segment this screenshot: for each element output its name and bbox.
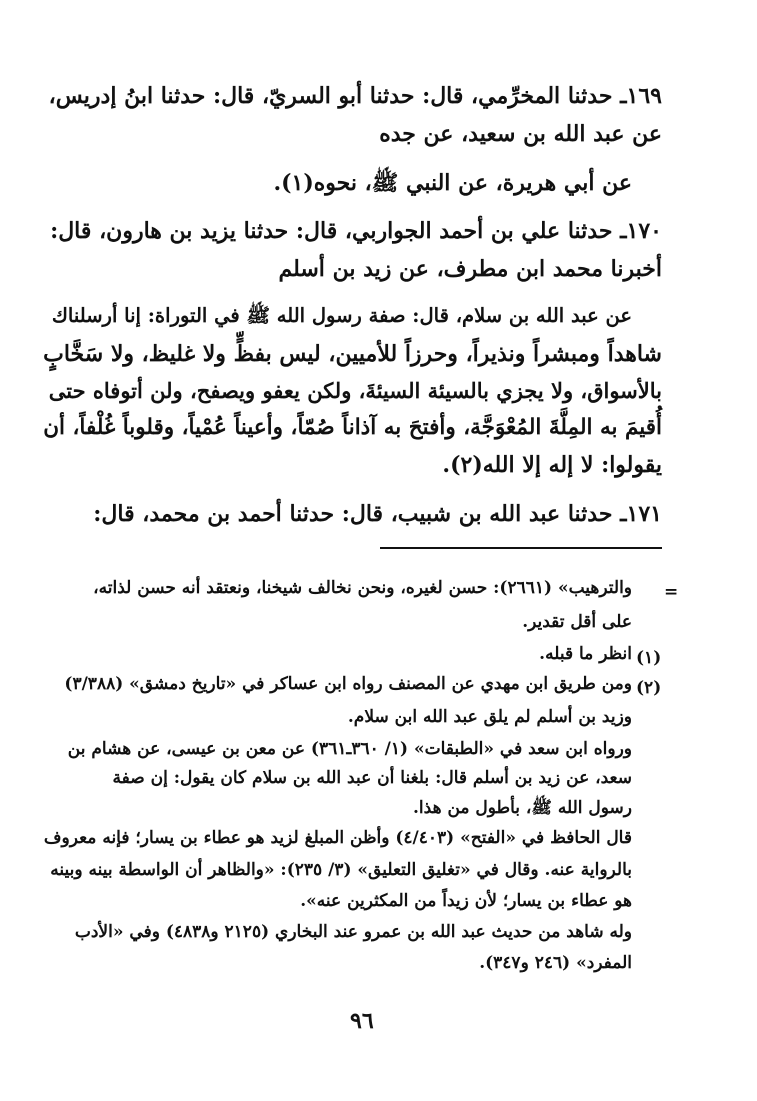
footnote-2-line-2: وزيد بن أسلم لم يلق عبد الله ابن سلام. xyxy=(347,707,632,727)
main-line-7: شاهداً ومبشراً ونذيراً، وحرزاً للأميين، ليس بفظٍّ ولا غليظ، ولا سَخَّابٍ xyxy=(43,341,662,367)
footnote-2-line-3: ورواه ابن سعد في «الطبقات» (١/ ٣٦٠ـ٣٦١) عن معن بن عيسى، عن هشام بن xyxy=(67,739,632,759)
footnote-continuation-line-2: على أقل تقدير. xyxy=(522,612,632,632)
footnote-1-marker: (١) xyxy=(636,648,662,668)
footnote-2-line-6: قال الحافظ في «الفتح» (٤/٤٠٣) وأظن المبلغ لزيد هو عطاء بن يسار؛ فإنه معروف xyxy=(43,828,632,848)
main-line-3: عن أبي هريرة، عن النبي ﷺ، نحوه(١). xyxy=(273,170,632,196)
footnote-continuation-line-1: والترهيب» (٢٦٦١): حسن لغيره، ونحن نخالف شيخنا، ونعتقد أنه حسن لذاته، xyxy=(93,578,632,598)
footnote-2-line-10: المفرد» (٢٤٦ و٣٤٧). xyxy=(479,953,632,973)
page-number: ٩٦ xyxy=(350,1008,374,1034)
footnote-2-line-5: رسول الله ﷺ، بأطول من هذا. xyxy=(413,798,632,818)
footnote-2-line-1: ومن طريق ابن مهدي عن المصنف رواه ابن عساكر في «تاريخ دمشق» (٣/٣٨٨) xyxy=(64,674,632,694)
footnote-2-line-9: وله شاهد من حديث عبد الله بن عمرو عند البخاري (٢١٢٥ و٤٨٣٨) وفي «الأدب xyxy=(74,922,632,942)
footnote-2-line-8: هو عطاء بن يسار؛ لأن زيداً من المكثرين عنه». xyxy=(300,891,632,911)
footnote-separator xyxy=(380,547,662,549)
main-line-8: بالأسواق، ولا يجزي بالسيئة السيئةَ، ولكن يعفو ويصفح، ولن أتوفاه حتى xyxy=(48,378,662,403)
main-line-5: أخبرنا محمد ابن مطرف، عن زيد بن أسلم xyxy=(278,256,662,282)
main-line-9: أُقيمَ به المِلَّةَ المُعْوَجَّة، وأفتحَ به آذاناً صُمّاً، وأعيناً عُمْياً، وقلوباً غُلْفاً، أن xyxy=(43,415,662,440)
main-line-10: يقولوا: لا إله إلا الله(٢). xyxy=(442,452,662,478)
footnote-continuation-mark: = xyxy=(664,582,679,602)
footnote-2-marker: (٢) xyxy=(636,678,662,698)
footnote-2-line-4: سعد، عن زيد بن أسلم قال: بلغنا أن عبد الله بن سلام كان يقول: إن صفة xyxy=(112,768,632,788)
footnote-2-line-7: بالرواية عنه. وقال في «تغليق التعليق» (٣/ ٢٣٥): «والظاهر أن الواسطة بينه وبينه xyxy=(50,860,632,880)
main-line-11: ١٧١ـ حدثنا عبد الله بن شبيب، قال: حدثنا أحمد بن محمد، قال: xyxy=(93,501,662,527)
main-line-6: عن عبد الله بن سلام، قال: صفة رسول الله ﷺ في التوراة: إنا أرسلناك xyxy=(51,304,632,327)
main-line-1: ١٦٩ـ حدثنا المخرِّمي، قال: حدثنا أبو السريّ، قال: حدثنا ابنُ إدريس، xyxy=(48,83,662,109)
footnote-1-line-1: انظر ما قبله. xyxy=(539,644,632,664)
main-line-2: عن عبد الله بن سعيد، عن جده xyxy=(379,121,662,147)
main-line-4: ١٧٠ـ حدثنا علي بن أحمد الجواربي، قال: حدثنا يزيد بن هارون، قال: xyxy=(50,218,662,244)
